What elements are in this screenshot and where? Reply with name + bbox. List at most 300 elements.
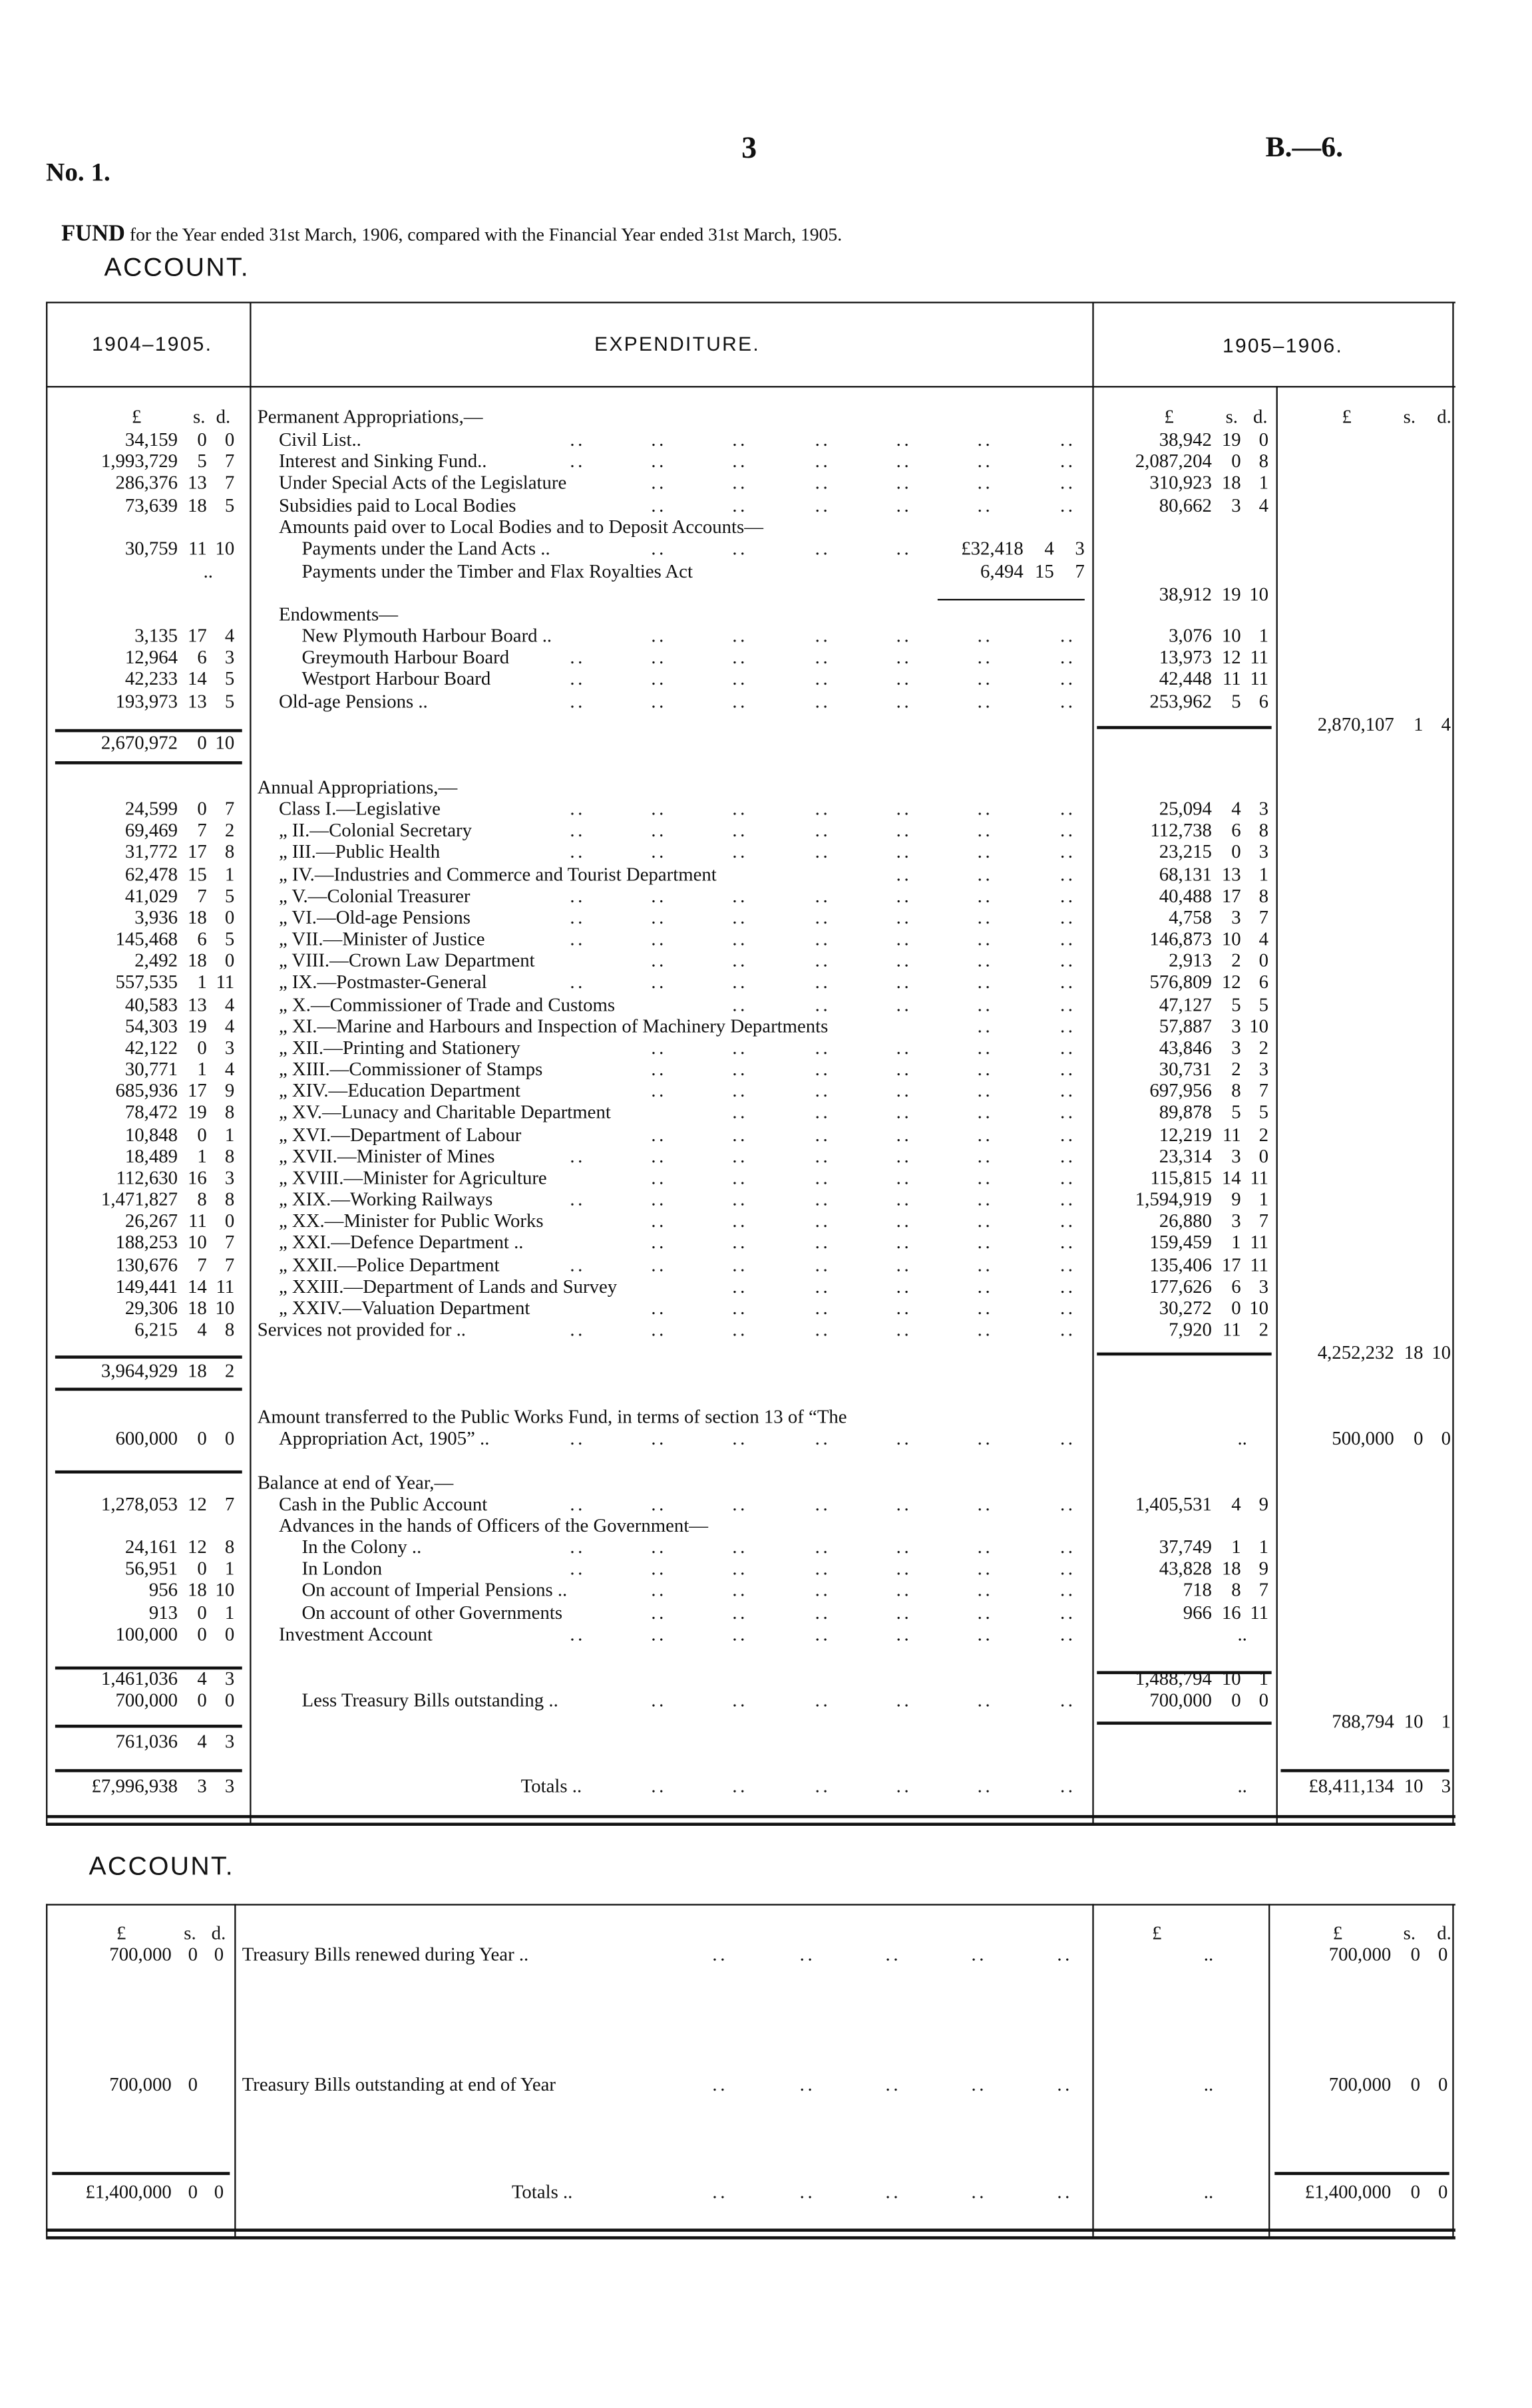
rule [1097, 1353, 1271, 1356]
pounds: 12,219 [1159, 1123, 1212, 1145]
subtitle [61, 224, 842, 245]
pounds: 1,471,827 [100, 1188, 178, 1210]
dot-leader: .. [815, 1602, 831, 1624]
amount-left [85, 2181, 224, 2202]
dot-leader: .. [815, 667, 831, 689]
pence: 6 [1258, 691, 1269, 713]
pounds: 145,468 [115, 928, 178, 950]
row-label: „ XXII.—Police Department [278, 1254, 500, 1276]
dot-leader: .. [732, 667, 748, 689]
dot-leader: .. [732, 1536, 748, 1558]
dot-leader: .. [651, 1145, 667, 1167]
shillings: 0 [1231, 841, 1241, 863]
dot-leader: .. [977, 1080, 994, 1102]
dot-leader: .. [799, 2073, 816, 2096]
pounds: 253,962 [1149, 691, 1212, 713]
rule [938, 599, 1085, 600]
row-label: „ VI.—Old-age Pensions [278, 906, 471, 928]
dot-leader: .. [651, 1427, 667, 1449]
shillings: 8 [197, 1188, 207, 1210]
pounds: 29,306 [124, 1297, 178, 1319]
row-label: Balance at end of Year,— [257, 1472, 454, 1494]
dot-leader: .. [1059, 1536, 1076, 1558]
amount-1905-1906-detail [1159, 1536, 1268, 1558]
rule [46, 1822, 1455, 1826]
dot-leader: .. [651, 646, 667, 668]
row-label: „ XIX.—Working Railways [278, 1188, 493, 1210]
pounds: 788,794 [1332, 1711, 1394, 1733]
shillings: 13 [187, 993, 207, 1015]
dot-leader: .. [1057, 2181, 1073, 2203]
pounds: 112,738 [1150, 819, 1212, 842]
column-divider [46, 1904, 47, 2236]
pence: 0 [224, 949, 235, 971]
dot-leader: .. [651, 819, 667, 842]
pence: 3 [1258, 841, 1269, 863]
pence: 0 [1258, 1145, 1269, 1167]
dot-leader: .. [1057, 1944, 1073, 1966]
pounds: 25,094 [1159, 798, 1212, 820]
dot-leader: .. [1059, 993, 1076, 1015]
pence: 4 [224, 993, 235, 1015]
prev-shillings-label: s. [193, 406, 206, 428]
pounds: 26,267 [124, 1210, 178, 1232]
dot-leader: .. [732, 1602, 748, 1624]
dot-leader: .. [732, 450, 748, 472]
dot-leader: .. [977, 1579, 994, 1601]
pounds: 38,942 [1159, 429, 1212, 450]
dot-leader: .. [896, 1602, 912, 1624]
pence: 3 [1258, 1058, 1269, 1080]
dot-leader: .. [651, 538, 667, 560]
pence: 3 [224, 1166, 235, 1189]
pounds: 2,087,204 [1135, 450, 1212, 472]
dot-leader: .. [732, 1558, 748, 1580]
pounds: 30,771 [124, 1058, 178, 1080]
dot-leader: .. [732, 1080, 748, 1102]
pence: 1 [224, 863, 235, 885]
prev-pounds-label: £ [131, 406, 142, 428]
dot-leader: .. [815, 1275, 831, 1297]
dot-leader: .. [1059, 1775, 1076, 1797]
dot-leader: .. [1059, 625, 1076, 647]
pounds: 41,029 [124, 884, 178, 907]
pounds: 718 [1183, 1579, 1212, 1601]
t2-left-pounds-label: £ [116, 1922, 126, 1944]
amount-1905-1906-detail [1159, 495, 1268, 516]
dot-leader: .. [815, 884, 831, 907]
shillings: 7 [197, 884, 207, 907]
dot-leader: .. [896, 1297, 912, 1319]
shillings: 6 [1231, 1275, 1241, 1297]
shillings: 0 [197, 732, 207, 754]
pounds: £8,411,134 [1308, 1775, 1394, 1797]
dot-leader: .. [651, 1493, 667, 1515]
pounds: 42,233 [124, 667, 178, 689]
pounds: 30,731 [1159, 1058, 1212, 1080]
pence: 0 [224, 1624, 235, 1645]
dot-leader: .. [815, 691, 831, 713]
dot-leader: .. [651, 928, 667, 950]
amount-1904-1905 [134, 1319, 234, 1340]
shillings: 5 [197, 450, 207, 472]
dot-leader: .. [815, 646, 831, 668]
shillings: 17 [1221, 1254, 1241, 1276]
amount-1904-1905 [125, 842, 234, 863]
dot-leader: .. [815, 798, 831, 820]
dot-leader: .. [651, 1080, 667, 1102]
dot-leader: .. [977, 798, 994, 820]
pounds: 130,676 [115, 1254, 178, 1276]
dot-leader: .. [732, 429, 748, 450]
dot-leader: .. [732, 1689, 748, 1711]
row-label: On account of other Governments [301, 1602, 563, 1624]
dot-leader: .. [896, 450, 912, 472]
shillings: 8 [1231, 1579, 1241, 1601]
curr-detail-pounds-label: £ [1164, 406, 1174, 428]
pence: 10 [215, 732, 235, 754]
pence: 7 [1258, 1080, 1269, 1102]
amount-1904-1905 [125, 1536, 234, 1558]
dot-leader: .. [1059, 1297, 1076, 1319]
amount-1905-1906-detail [1169, 625, 1268, 646]
pounds: 6,494 [980, 560, 1024, 582]
pence: 5 [224, 884, 235, 907]
amount-1904-1905 [125, 538, 234, 559]
amount-1904-1905 [101, 1668, 234, 1689]
dot-leader: .. [712, 2073, 729, 2096]
row-label: Less Treasury Bills outstanding .. [301, 1689, 558, 1711]
amount-1905-1906-detail [1159, 842, 1268, 863]
column-divider [1452, 1904, 1453, 2236]
row-label: „ XXIV.—Valuation Department [278, 1297, 530, 1319]
dot-leader: .. [732, 472, 748, 494]
pounds: 576,809 [1149, 971, 1212, 993]
row-label: Westport Harbour Board [301, 667, 491, 689]
dot-leader: .. [1059, 494, 1076, 516]
dot-leader: .. [732, 538, 748, 560]
dot-leader: .. [651, 971, 667, 993]
dot-leader: .. [651, 841, 667, 863]
dot-leader: .. [977, 928, 994, 950]
dot-leader: .. [977, 1536, 994, 1558]
rule [1280, 1769, 1449, 1773]
dot-leader: .. [651, 1037, 667, 1059]
dot-leader: .. [977, 1232, 994, 1254]
dot-leader: .. [896, 1689, 912, 1711]
dot-leader: .. [977, 450, 994, 472]
shillings: 4 [197, 1667, 207, 1690]
dot-leader: .. [896, 667, 912, 689]
shillings: 11 [188, 538, 207, 560]
shillings: 7 [197, 819, 207, 842]
amount-1904-1905 [134, 906, 234, 928]
row-label: Cash in the Public Account [278, 1493, 488, 1515]
dot-leader: .. [896, 1037, 912, 1059]
amount-1904-1905 [116, 971, 235, 993]
row-label: Investment Account [278, 1624, 433, 1645]
dot-leader: .. [977, 1558, 994, 1580]
pounds: £1,400,000 [1304, 2181, 1392, 2203]
dot-leader: .. [896, 819, 912, 842]
dot-leader: .. [896, 1210, 912, 1232]
row-label: „ XVI.—Department of Labour [278, 1123, 522, 1145]
dot-leader: .. [815, 1145, 831, 1167]
pounds: 3,076 [1169, 625, 1212, 647]
amount-1905-1906-detail [1159, 1297, 1268, 1319]
row-label: „ XIV.—Education Department [278, 1080, 521, 1102]
pence: 10 [1432, 1341, 1451, 1363]
shillings: 14 [187, 667, 207, 689]
dot-leader: .. [651, 1602, 667, 1624]
amount-1905-1906-detail [1135, 1493, 1268, 1514]
column-header-1904-1905: 1904–1905. [92, 332, 213, 356]
dot-leader: .. [977, 667, 994, 689]
shillings: 18 [1221, 472, 1241, 494]
column-divider [1276, 386, 1278, 1826]
pence: 10 [215, 1579, 235, 1601]
pence: 1 [224, 1602, 235, 1624]
pounds: 956 [148, 1579, 178, 1601]
dot-leader: .. [815, 971, 831, 993]
dot-leader: .. [651, 1123, 667, 1145]
dot-leader: .. [896, 1254, 912, 1276]
dot-leader: .. [1059, 1037, 1076, 1059]
pence: 0 [224, 1210, 235, 1232]
curr-total-pounds-label: £ [1342, 406, 1352, 428]
dot-leader: .. [732, 1058, 748, 1080]
pounds: 47,127 [1159, 993, 1212, 1015]
row-label: Greymouth Harbour Board [301, 646, 510, 668]
dot-leader: .. [815, 1123, 831, 1145]
shillings: 18 [187, 1297, 207, 1319]
shillings: 6 [1231, 819, 1241, 842]
dot-leader: .. [977, 691, 994, 713]
row-label: Subsidies paid to Local Bodies [278, 494, 516, 516]
pounds: 38,912 [1159, 584, 1212, 605]
pence: 7 [224, 1232, 235, 1254]
dot-leader: .. [799, 2181, 816, 2203]
dot-leader: .. [977, 1188, 994, 1210]
rule [55, 1388, 242, 1391]
amount-1904-1905 [116, 1731, 235, 1752]
pence: 4 [224, 1058, 235, 1080]
dot-leader: .. [1057, 2073, 1073, 2096]
amount-left [109, 2074, 224, 2095]
dot-leader: .. [570, 429, 586, 450]
pence: 5 [1258, 993, 1269, 1015]
dot-leader: .. [651, 625, 667, 647]
dot-leader: .. [1059, 1188, 1076, 1210]
shillings: 0 [197, 1602, 207, 1624]
shillings: 0 [1231, 450, 1241, 472]
column-divider [46, 301, 47, 1825]
amount-1905-1906-detail [1150, 1167, 1268, 1188]
dot-leader: .. [732, 819, 748, 842]
dot-leader: .. [570, 1558, 586, 1580]
shillings: 0 [188, 2073, 198, 2096]
row-label: Payments under the Timber and Flax Royalties Act [301, 560, 693, 582]
dot-leader: .. [977, 819, 994, 842]
amount-1904-1905 [116, 928, 235, 949]
shillings: 10 [1221, 1667, 1241, 1690]
dot-leader: .. [651, 1210, 667, 1232]
shillings: 11 [1222, 1123, 1241, 1145]
dot-leader: .. [977, 949, 994, 971]
column-divider [234, 1904, 236, 2236]
pence: 1 [1441, 1711, 1451, 1733]
amount-1905-1906-total [1318, 1342, 1451, 1363]
dot-leader: .. [732, 1210, 748, 1232]
dot-leader: .. [896, 472, 912, 494]
pounds: 1,461,036 [100, 1667, 178, 1690]
amount-mid: .. [1203, 2181, 1214, 2203]
shillings: 0 [188, 1944, 198, 1966]
dot-leader: .. [885, 2073, 902, 2096]
pounds: 600,000 [115, 1427, 178, 1449]
dot-leader: .. [570, 646, 586, 668]
dot-leader: .. [732, 1188, 748, 1210]
pence: 8 [224, 1102, 235, 1124]
dot-leader: .. [815, 1624, 831, 1645]
amount-1905-1906-total [1318, 714, 1451, 735]
amount-1904-1905 [125, 798, 234, 819]
dot-leader: .. [1059, 472, 1076, 494]
row-label: Amount transferred to the Public Works Fund, in terms of section 13 of “The [257, 1406, 847, 1428]
page-number: 3 [741, 131, 757, 166]
page-reference: B.—6. [1265, 131, 1344, 164]
amount-1904-1905: .. [203, 560, 213, 582]
shillings: 6 [197, 646, 207, 668]
shillings: 1 [1414, 713, 1424, 735]
rule [52, 2172, 230, 2175]
section-title: ACCOUNT. [104, 252, 250, 282]
pence: 0 [1258, 1689, 1269, 1711]
pounds: 966 [1183, 1602, 1212, 1624]
dot-leader: .. [1059, 1602, 1076, 1624]
amount-1904-1905 [92, 1775, 235, 1797]
pence: 0 [1438, 1944, 1448, 1966]
dot-leader: .. [977, 1123, 994, 1145]
amount-1904-1905 [134, 950, 234, 971]
column-divider [250, 301, 251, 1825]
dot-leader: .. [651, 1579, 667, 1601]
pence: 8 [1258, 884, 1269, 907]
amount-1905-1906-detail [1159, 1059, 1268, 1080]
dot-leader: .. [977, 1210, 994, 1232]
row-label: Interest and Sinking Fund.. [278, 450, 487, 472]
dot-leader: .. [1059, 1689, 1076, 1711]
pounds: 1,488,794 [1135, 1667, 1212, 1690]
dot-leader: .. [651, 450, 667, 472]
shillings: 10 [1404, 1775, 1424, 1797]
shillings: 0 [1410, 1944, 1420, 1966]
pence: 1 [1258, 1188, 1269, 1210]
shillings: 18 [187, 906, 207, 928]
pounds: 3,964,929 [100, 1360, 178, 1382]
dot-leader: .. [815, 1427, 831, 1449]
amount-1904-1905 [125, 1102, 234, 1123]
pounds: 700,000 [109, 1944, 172, 1966]
pence: 4 [1258, 494, 1269, 516]
amount-1905-1906-detail [1149, 971, 1268, 993]
row-label: In the Colony .. [301, 1536, 422, 1558]
dot-leader: .. [971, 2181, 988, 2203]
dot-leader: .. [651, 691, 667, 713]
pence: 7 [224, 472, 235, 494]
pence: 3 [224, 1775, 235, 1797]
pounds: 26,880 [1159, 1210, 1212, 1232]
rule [46, 1904, 1455, 1905]
shillings: 19 [187, 1015, 207, 1037]
dot-leader: .. [977, 1166, 994, 1189]
dot-leader: .. [977, 1493, 994, 1515]
dot-leader: .. [732, 1275, 748, 1297]
pence: 4 [224, 1015, 235, 1037]
dot-leader: .. [732, 1232, 748, 1254]
shillings: 0 [197, 798, 207, 820]
pence: 7 [224, 1254, 235, 1276]
shillings: 2 [1231, 949, 1241, 971]
shillings: 18 [187, 1360, 207, 1382]
amount-1905-1906-detail [1183, 1579, 1268, 1600]
shillings: 3 [1231, 906, 1241, 928]
amount-1904-1905 [125, 1558, 234, 1579]
shillings: 17 [187, 625, 207, 647]
pounds: 30,272 [1159, 1297, 1212, 1319]
dot-leader: .. [896, 949, 912, 971]
subtitle-bold: FUND [61, 222, 126, 247]
pence: 3 [224, 1037, 235, 1059]
pence: 2 [224, 1360, 235, 1382]
dot-leader: .. [896, 928, 912, 950]
dot-leader: .. [651, 798, 667, 820]
amount-1905-1906-detail [1159, 1124, 1268, 1145]
shillings: 18 [1221, 1558, 1241, 1580]
dot-leader: .. [732, 1102, 748, 1124]
subtitle-text: for the Year ended 31st March, 1906, compared with the Financial Year ended 31st March, 1905. [129, 224, 843, 246]
dot-leader: .. [896, 993, 912, 1015]
dot-leader: .. [977, 971, 994, 993]
row-label: „ IV.—Industries and Commerce and Tourist Department [278, 863, 717, 885]
dot-leader: .. [977, 1624, 994, 1645]
dot-leader: .. [896, 1188, 912, 1210]
pence: 3 [1258, 798, 1269, 820]
pence: 8 [224, 1188, 235, 1210]
pence: 8 [224, 1145, 235, 1167]
dot-leader: .. [896, 1536, 912, 1558]
dot-leader: .. [1059, 1254, 1076, 1276]
dot-leader: .. [896, 841, 912, 863]
pence: 0 [214, 1944, 224, 1966]
dot-leader: .. [977, 494, 994, 516]
pence: 2 [1258, 1123, 1269, 1145]
t2-right-pence-label: d. [1437, 1922, 1451, 1944]
pence: 3 [224, 1667, 235, 1690]
pounds: 700,000 [115, 1689, 178, 1711]
pounds: 89,878 [1159, 1102, 1212, 1124]
dot-leader: .. [977, 1102, 994, 1124]
amount-1905-1906-detail [1159, 863, 1268, 884]
pence: 1 [224, 1558, 235, 1580]
dot-leader: .. [896, 646, 912, 668]
shillings: 0 [188, 2181, 198, 2203]
dot-leader: .. [815, 841, 831, 863]
dot-leader: .. [815, 1188, 831, 1210]
pence: 3 [224, 1731, 235, 1753]
dot-leader: .. [1059, 1015, 1076, 1037]
dot-leader: .. [896, 1080, 912, 1102]
